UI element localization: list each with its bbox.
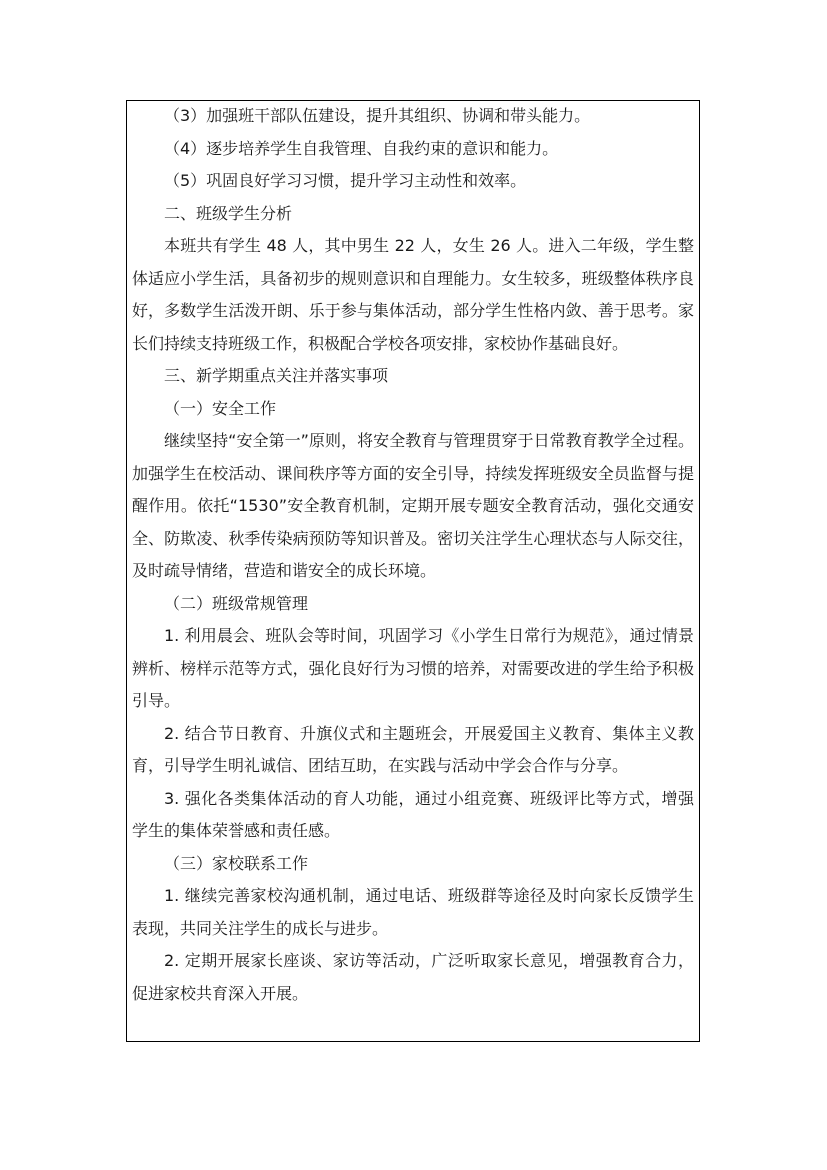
goal-item-4: （4）逐步培养学生自我管理、自我约束的意识和能力。 <box>164 138 559 158</box>
safety-subheading: （一）安全工作 <box>164 398 277 418</box>
section-2-heading: 二、班级学生分析 <box>164 203 293 223</box>
goal-item-3: （3）加强班干部队伍建设，提升其组织、协调和带头能力。 <box>164 106 591 125</box>
safety-paragraph: 继续坚持“安全第一”原则，将安全教育与管理贯穿于日常教育教学全过程。加强学生在校活动、课间秩序等方面的安全引导，持续发挥班级安全员监督与提醒作用。依托“1530”安全教育机制，定期开展专题安全教育活动，强化交通安全、防欺凌、秋季传染病预防等知识普及。密切关注学生心理状态与人际交往，及时疏导情绪，营造和谐安全的成长环境。 <box>132 431 694 580</box>
home-school-item-1: 1. 继续完善家校沟通机制，通过电话、班级群等途径及时向家长反馈学生表现，共同关注学生的成长与进步。 <box>132 886 694 938</box>
section-3-heading: 三、新学期重点关注并落实事项 <box>164 366 389 385</box>
routine-item-2: 2. 结合节日教育、升旗仪式和主题班会，开展爱国主义教育、集体主义教育，引导学生明礼诚信、团结互助，在实践与活动中学会合作与分享。 <box>132 723 694 775</box>
document-content <box>132 100 694 1010</box>
routine-item-3: 3. 强化各类集体活动的育人功能，通过小组竞赛、班级评比等方式，增强学生的集体荣誉感和责任感。 <box>132 788 694 840</box>
student-analysis-paragraph: 本班共有学生 48 人，其中男生 22 人，女生 26 人。进入二年级，学生整体适应小学生活，具备初步的规则意识和自理能力。女生较多，班级整体秩序良好，多数学生活泼开朗、乐于参与集体活动，部分学生性格内敛、善于思考。家长们持续支持班级工作，积极配合学校各项安排，家校协作基础良好。 <box>132 236 694 353</box>
home-school-item-2: 2. 定期开展家长座谈、家访等活动，广泛听取家长意见，增强教育合力，促进家校共育深入开展。 <box>132 951 694 1003</box>
routine-item-1: 1. 利用晨会、班队会等时间，巩固学习《小学生日常行为规范》，通过情景辨析、榜样示范等方式，强化良好行为习惯的培养，对需要改进的学生给予积极引导。 <box>132 626 694 710</box>
routine-management-subheading: （二）班级常规管理 <box>164 593 309 613</box>
home-school-subheading: （三）家校联系工作 <box>164 853 309 873</box>
goal-item-5: （5）巩固良好学习习惯，提升学习主动性和效率。 <box>164 171 527 190</box>
